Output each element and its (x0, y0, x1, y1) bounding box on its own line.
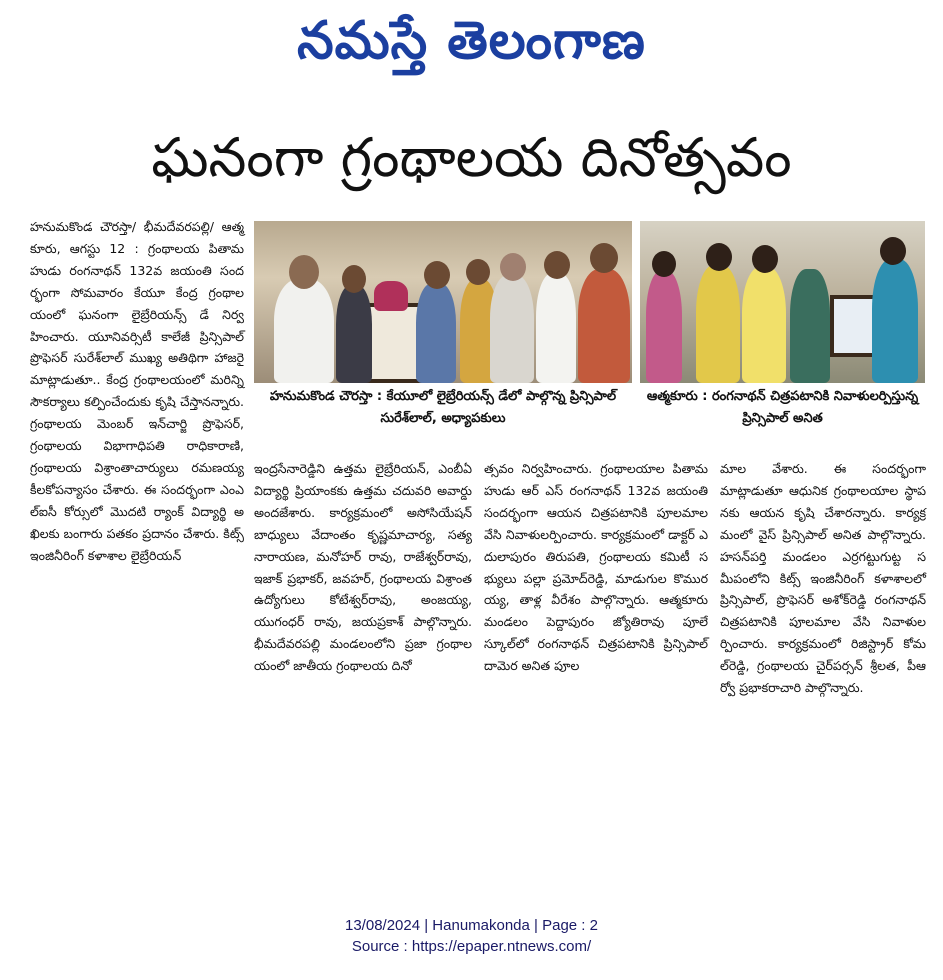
article-text: హనుమకొండ చౌరస్తా/ భీమదేవరపల్లి/ ఆత్మకూరు, ఆగస్టు 12 : గ్రంథాలయ పితామహుడు రంగనాథన్ 132వ జయంతి సందర్భంగా సోమవారం కేయూ కేంద్ర గ్రంథాలయంలో ఘనంగా లైబ్రేరియన్స్ డే నిర్వహించారు. యూనివర్సిటీ కాలేజీ ప్రిన్సిపాల్ ప్రొఫెసర్ సురేశ్‌లాల్ ముఖ్య అతిథిగా హాజరై మాట్లాడుతూ.. కేంద్ర గ్రంథాలయంలో మరిన్ని సౌకర్యాలు కల్పించేందుకు కృషి చేస్తానన్నారు. గ్రంథాలయ మెంబర్ ఇన్‌చార్జి ప్రొఫెసర్, గ్రంథాలయ విభాగాధిపతి రాధికారాణి, గ్రంథాలయ విశ్రాంతాచార్యులు రమణయ్య కీలకోపన్యాసం చేశారు. ఈ సందర్భంగా ఎంఎల్‌ఐసీ కోర్సులో మొదటి ర్యాంక్ విద్యార్థి అఖిలకు బంగారు పతకం ప్రదానం చేశారు. కిట్స్ ఇంజినీరింగ్ కళాశాల లైబ్రేరియన్ (30, 219, 244, 563)
person-head (342, 265, 366, 293)
person-figure (790, 269, 830, 383)
person-head (652, 251, 676, 277)
person-figure (536, 273, 576, 383)
person-figure (490, 275, 534, 383)
person-figure (336, 285, 372, 383)
person-head (880, 237, 906, 265)
person-head (289, 255, 319, 289)
portrait-frame (830, 295, 878, 357)
person-head (544, 251, 570, 279)
person-figure (646, 271, 682, 383)
article-text: మాల వేశారు. ఈ సందర్భంగా మాట్లాడుతూ ఆధునిక గ్రంథాలయాల స్థాపనకు ఆయన కృషి చేశారన్నారు. కార్యక్రమంలో వైస్ ప్రిన్సిపాల్ అనిత పాల్గొన్నారు. హసన్‌పర్తి మండలం ఎర్రగట్టుగుట్ట సమీపంలోని కిట్స్ ఇంజినీరింగ్ కళాశాలలో ప్రిన్సిపాల్, ప్రొఫెసర్ అశోక్‌రెడ్డి రంగనాథన్ చిత్రపటానికి పూలమాల వేసి నివాళులర్పించారు. కార్యక్రమంలో రిజిస్ట్రార్ కోమల్‌రెడ్డి, గ్రంథాలయ చైర్‌పర్సన్ శ్రీలత, పీఆర్వో ప్రభాకరాచారి పాల్గొన్నారు. (720, 461, 926, 696)
masthead-logo: నమస్తే తెలంగాణ (297, 10, 646, 71)
article-column-3 (484, 458, 708, 677)
photo-tribute-atmakur (640, 221, 925, 383)
article-headline: ఘనంగా గ్రంథాలయ దినోత్సవం (151, 126, 792, 189)
article-text: ఇంద్రసేనారెడ్డిని ఉత్తమ లైబ్రేరియన్, ఎంబీఏ విద్యార్థి ప్రియాంకకు ఉత్తమ చదువరి అవార్డు అందజేశారు. కార్యక్రమంలో అసోసియేషన్ బాధ్యులు వేదాంతం కృష్ణమాచార్య, సత్యనారాయణ, మనోహర్ రావు, రాజేశ్వర్‌రావు, ఇజాక్ ప్రభాకర్, జవహర్, గ్రంథాలయ విశ్రాంత ఉద్యోగులు కోటేశ్వర్‌రావు, అంజయ్య, యుగంధర్ రావు, జయప్రకాశ్ పాల్గొన్నారు. భీమదేవరపల్లి మండలంలోని ప్రజా గ్రంథాలయంలో జాతీయ గ్రంథాలయ దినో (254, 461, 472, 674)
photo-caption: ఆత్మకూరు : రంగనాథన్ చిత్రపటానికి నివాళులర్పిస్తున్న ప్రిన్సిపాల్ అనిత (646, 389, 919, 426)
person-head (500, 253, 526, 281)
person-figure (696, 265, 740, 383)
article-column-2 (254, 458, 472, 677)
photo-caption: హనుమకొండ చౌరస్తా : కేయూలో లైబ్రేరియన్స్ డేలో పాల్గొన్న ప్రిన్సిపాల్ సురేశ్‌లాల్, అధ్యాపకులు (269, 389, 617, 426)
person-figure (416, 283, 456, 383)
person-figure (742, 267, 786, 383)
person-head (706, 243, 732, 271)
person-figure (578, 269, 630, 383)
source-url: Source : https://epaper.ntnews.com/ (351, 938, 592, 955)
page-footer (0, 915, 943, 957)
article-column-4 (720, 458, 926, 699)
person-head (424, 261, 450, 289)
person-figure (374, 281, 408, 311)
article-column-1 (30, 216, 244, 567)
photo-librarians-day (254, 221, 632, 383)
person-figure (274, 279, 334, 383)
person-figure (872, 259, 918, 383)
person-head (752, 245, 778, 273)
edition-info: 13/08/2024 | Hanumakonda | Page : 2 (345, 917, 598, 934)
person-head (466, 259, 490, 285)
article-text: త్సవం నిర్వహించారు. గ్రంథాలయాల పితామహుడు ఆర్ ఎస్ రంగనాథన్ 132వ జయంతి సందర్భంగా ఆయన చిత్రపటానికి పూలమాల వేసి నివాళులర్పించారు. కార్యక్రమంలో డాక్టర్ ఎదులాపురం తిరుపతి, గ్రంథాలయ కమిటీ సభ్యులు పల్లా ప్రమోద్‌రెడ్డి, మాడుగుల కొమురయ్య, తాళ్ల వీరేశం పాల్గొన్నారు. ఆత్మకూరు మండలం పెద్దాపురం జ్యోతిరావు పూలే స్కూల్‌లో రంగనాథన్ చిత్రపటానికి ప్రిన్సిపాల్ దామెర అనిత పూల (484, 461, 708, 674)
person-head (590, 243, 618, 273)
